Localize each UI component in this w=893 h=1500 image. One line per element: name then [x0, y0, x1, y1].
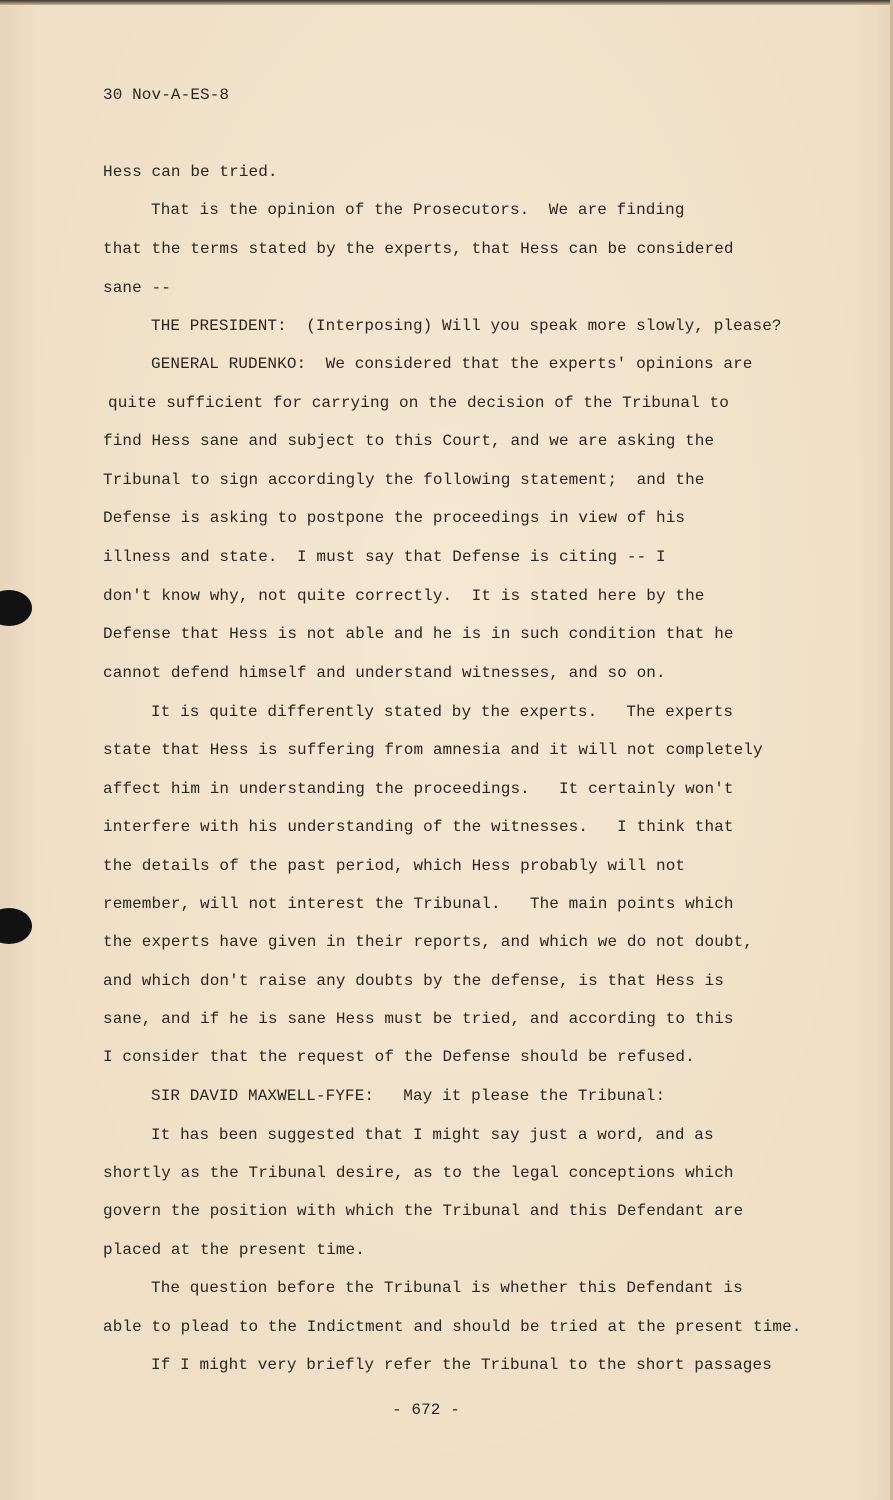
text-line: Defense is asking to postpone the proceedings in view of his [103, 509, 686, 527]
binder-hole [0, 908, 32, 944]
page-header: 30 Nov-A-ES-8 [103, 86, 230, 104]
binder-hole [0, 590, 32, 626]
text-line: don't know why, not quite correctly. It is stated here by the [103, 587, 705, 605]
text-line: THE PRESIDENT: (Interposing) Will you speak more slowly, please? [151, 317, 782, 335]
text-line: illness and state. I must say that Defense is citing -- I [103, 548, 666, 566]
text-line: and which don't raise any doubts by the defense, is that Hess is [103, 972, 724, 990]
text-line: able to plead to the Indictment and should be tried at the present time. [103, 1318, 802, 1336]
text-line: quite sufficient for carrying on the decision of the Tribunal to [108, 394, 729, 412]
text-line: affect him in understanding the proceedings. It certainly won't [103, 780, 734, 798]
text-line: the details of the past period, which Hess probably will not [103, 857, 686, 875]
text-line: remember, will not interest the Tribunal. The main points which [103, 895, 734, 913]
text-line: GENERAL RUDENKO: We considered that the experts' opinions are [151, 355, 753, 373]
text-line: that the terms stated by the experts, that Hess can be considered [103, 240, 734, 258]
text-line: The question before the Tribunal is whether this Defendant is [151, 1279, 743, 1297]
text-line: govern the position with which the Tribunal and this Defendant are [103, 1202, 744, 1220]
text-line: It is quite differently stated by the experts. The experts [151, 703, 734, 721]
text-line: sane, and if he is sane Hess must be tried, and according to this [103, 1010, 734, 1028]
text-line: SIR DAVID MAXWELL-FYFE: May it please the Tribunal: [151, 1087, 666, 1105]
page-top-edge [0, 0, 893, 5]
text-line: It has been suggested that I might say just a word, and as [151, 1126, 714, 1144]
text-line: Hess can be tried. [103, 163, 278, 181]
text-line: interfere with his understanding of the witnesses. I think that [103, 818, 734, 836]
text-line: shortly as the Tribunal desire, as to the legal conceptions which [103, 1164, 734, 1182]
text-line: Defense that Hess is not able and he is in such condition that he [103, 625, 734, 643]
text-line: the experts have given in their reports, and which we do not doubt, [103, 933, 754, 951]
text-line: Tribunal to sign accordingly the following statement; and the [103, 471, 705, 489]
text-line: state that Hess is suffering from amnesia and it will not completely [103, 741, 763, 759]
text-line: sane -- [103, 279, 171, 297]
text-line: If I might very briefly refer the Tribunal to the short passages [151, 1356, 772, 1374]
text-line: placed at the present time. [103, 1241, 365, 1259]
text-line: find Hess sane and subject to this Court, and we are asking the [103, 432, 715, 450]
text-line: That is the opinion of the Prosecutors. We are finding [151, 201, 685, 219]
page-number: - 672 - [392, 1401, 460, 1419]
text-line: I consider that the request of the Defense should be refused. [103, 1048, 695, 1066]
text-line: cannot defend himself and understand witnesses, and so on. [103, 664, 666, 682]
